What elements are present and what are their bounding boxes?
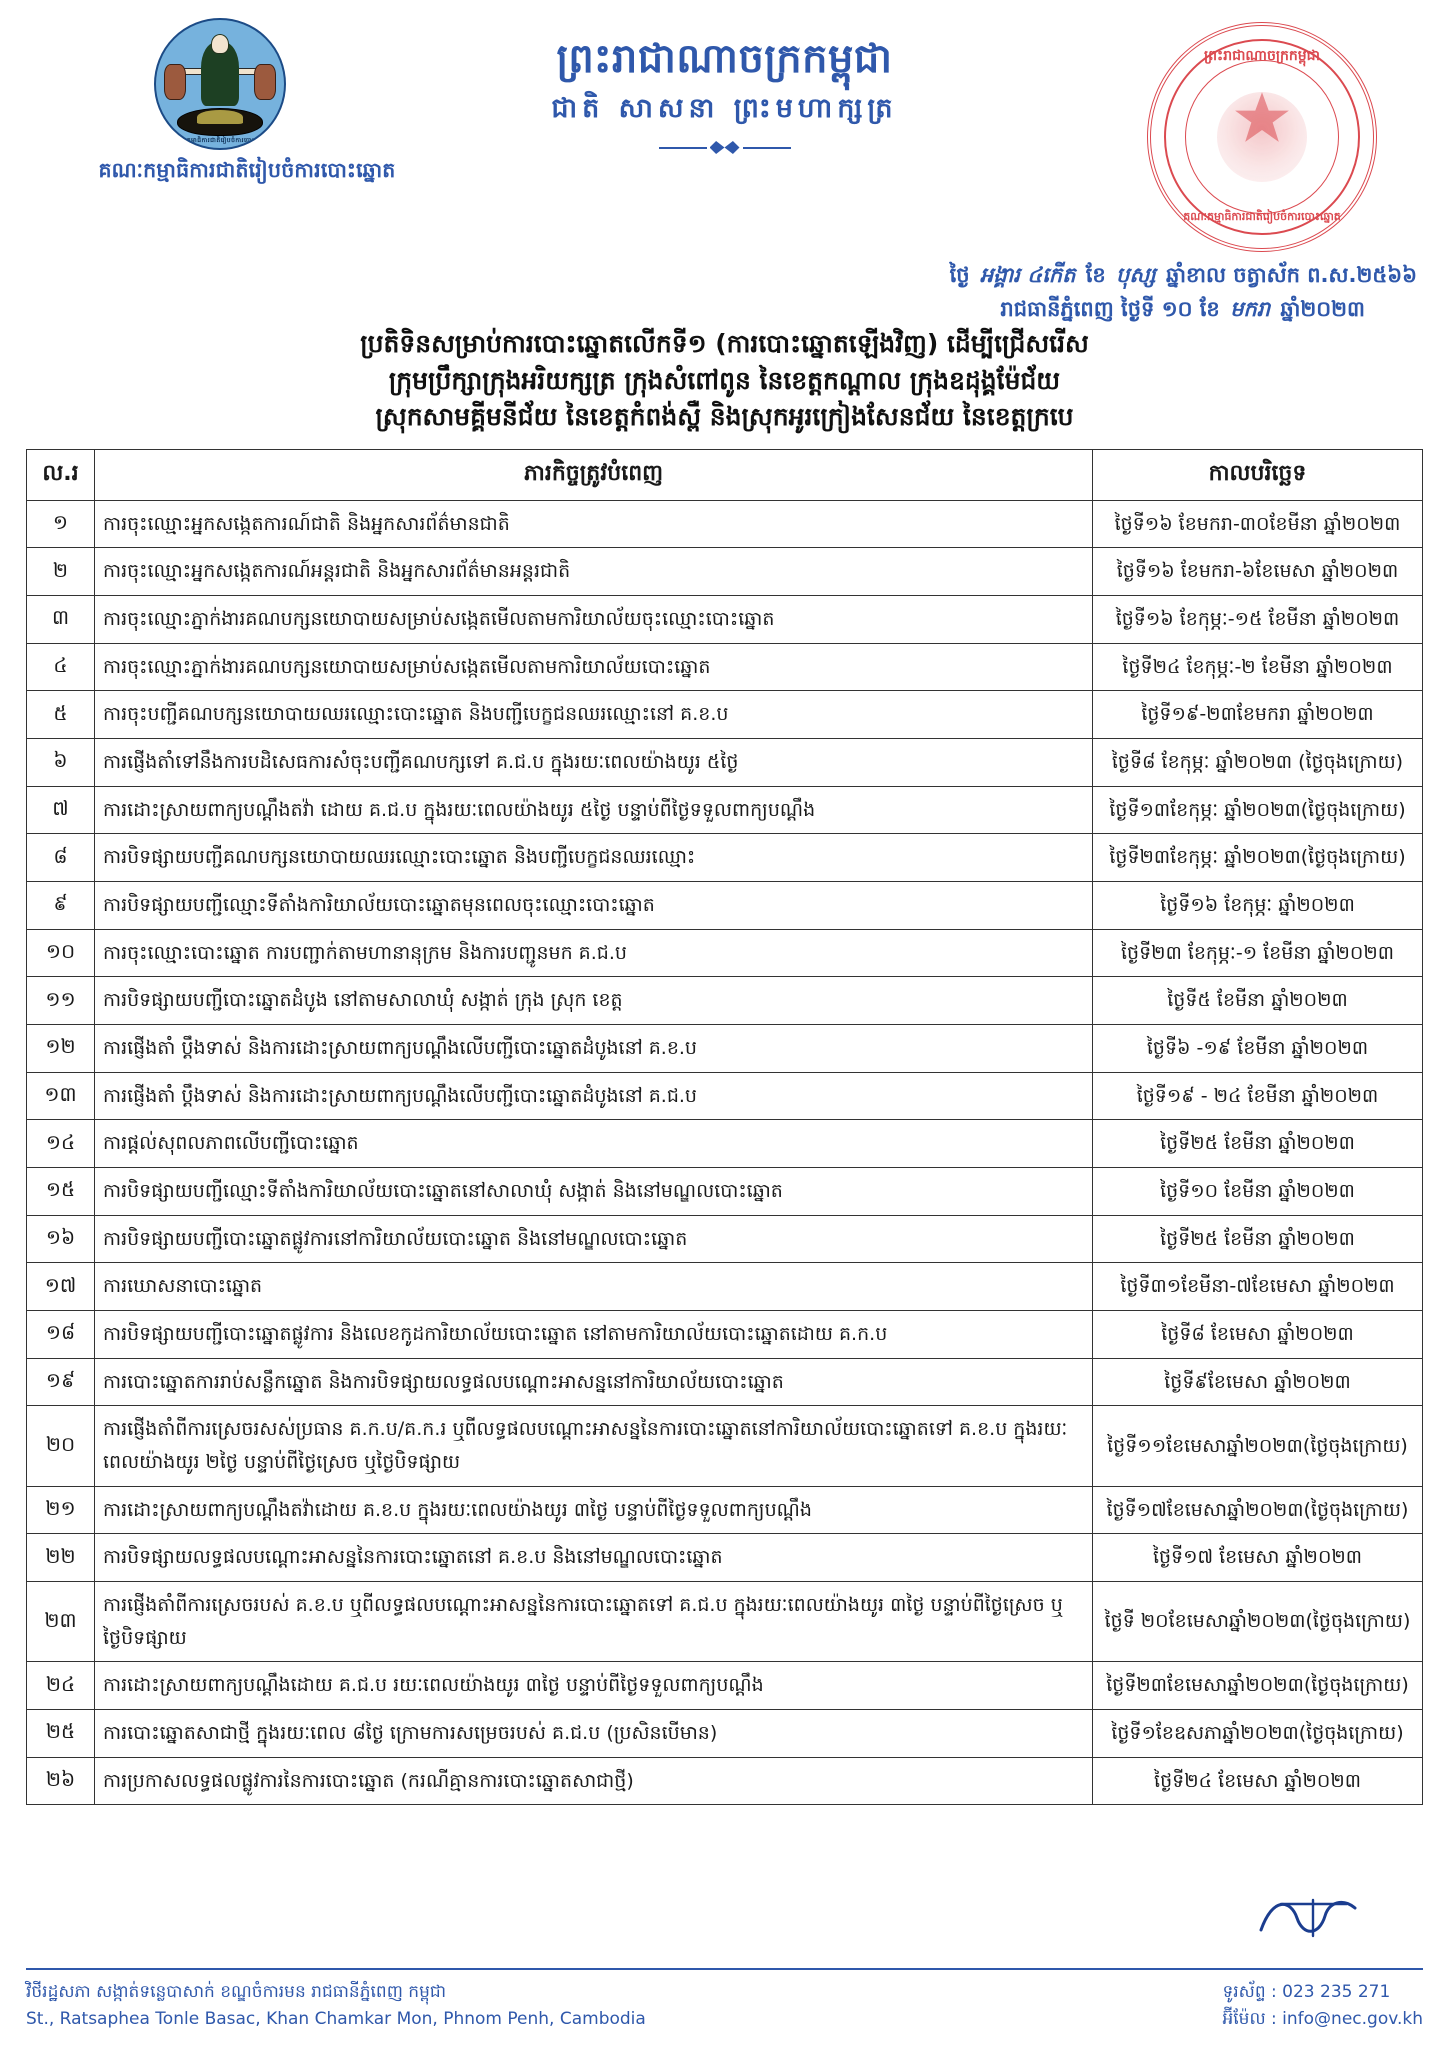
row-number: ១៣	[27, 1072, 95, 1120]
table-row	[27, 548, 1423, 596]
row-task: ការចុះបញ្ជីគណបក្សនយោបាយឈរឈ្មោះបោះឆ្នោត និងបញ្ជីបេក្ខជនឈរឈ្មោះនៅ គ.ខ.ប	[95, 691, 1093, 739]
table-row	[27, 1757, 1423, 1805]
document-title-line-1: ប្រតិទិនសម្រាប់ការបោះឆ្នោតលើកទី១ (ការបោះឆ្នោតឡើងវិញ) ដើម្បីជ្រើសរើស	[360, 329, 1089, 358]
document-footer	[26, 1968, 1423, 2034]
seal-bottom-label: គណៈកម្មាធិការជាតិរៀបចំការបោះឆ្នោត	[1183, 210, 1341, 223]
table-row	[27, 1581, 1423, 1661]
footer-contact	[1222, 1979, 1423, 2034]
row-date: ថ្ងៃទី១៦ ខែកុម្ភៈ-១៥ ខែមីនា ឆ្នាំ២០២៣	[1093, 595, 1423, 643]
emblem-ring-label: គណៈកម្មាធិការជាតិរៀបចំការបោះឆ្នោត	[172, 137, 268, 144]
row-number: ២៤	[27, 1662, 95, 1710]
row-number: ១១	[27, 977, 95, 1025]
row-task: ការបោះឆ្នោតការរាប់សន្លឹកឆ្នោត និងការបិទផ្សាយលទ្ធផលបណ្ដោះអាសន្ននៅការិយាល័យបោះឆ្នោត	[95, 1358, 1093, 1406]
row-date: ថ្ងៃទី១៧ខែមេសាឆ្នាំ២០២៣(ថ្ងៃចុងក្រោយ)	[1093, 1486, 1423, 1534]
date-month-label: ខែ	[1199, 297, 1220, 322]
document-title-line-3: ស្រុកសាមគ្គីមនីជ័យ នៃខេត្តកំពង់ស្ពឺ និងស្រុកអូរក្រៀងសែនជ័យ នៃខេត្តក្របេ	[375, 402, 1074, 431]
row-date: ថ្ងៃទី២៤ ខែមេសា ឆ្នាំ២០២៣	[1093, 1757, 1423, 1805]
table-row	[27, 881, 1423, 929]
table-row	[27, 738, 1423, 786]
table-row	[27, 1358, 1423, 1406]
khmer-lunar-date-line	[537, 258, 1417, 292]
table-row	[27, 1486, 1423, 1534]
date-handwritten-month-2: មករា	[1230, 297, 1271, 322]
signature-mark	[1251, 1890, 1371, 1944]
table-row	[27, 643, 1423, 691]
row-task: ការចុះឈ្មោះភ្នាក់ងារគណបក្សនយោបាយសម្រាប់សង្កេតមើលតាមការិយាល័យបោះឆ្នោត	[95, 643, 1093, 691]
date-month-prefix: ខែ	[1085, 263, 1106, 287]
table-row	[27, 1120, 1423, 1168]
footer-email: អ៊ីម៉ែល : info@nec.gov.kh	[1222, 2009, 1423, 2030]
row-date: ថ្ងៃទី២៣ ខែកុម្ភៈ-១ ខែមីនា ឆ្នាំ២០២៣	[1093, 929, 1423, 977]
row-date: ថ្ងៃទី១០ ខែមីនា ឆ្នាំ២០២៣	[1093, 1167, 1423, 1215]
row-task: ការដោះស្រាយពាក្យបណ្ដឹងតវ៉ា ដោយ គ.ជ.ប ក្នុងរយៈពេលយ៉ាងយូរ ៥ថ្ងៃ បន្ទាប់ពីថ្ងៃទទួលពាក្យបណ្ដឹង	[95, 786, 1093, 834]
row-date: ថ្ងៃទី៨ ខែកុម្ភៈ ឆ្នាំ២០២៣ (ថ្ងៃចុងក្រោយ)	[1093, 738, 1423, 786]
footer-address-khmer: វិថីរដ្ឋសភា សង្កាត់ទន្លេបាសាក់ ខណ្ឌចំការមន រាជធានីភ្នំពេញ កម្ពុជា	[26, 1981, 447, 2002]
table-row	[27, 1662, 1423, 1710]
row-task: ការចុះឈ្មោះអ្នកសង្កេតការណ៍ជាតិ និងអ្នកសារព័ត៌មានជាតិ	[95, 500, 1093, 548]
table-row	[27, 595, 1423, 643]
document-title	[26, 326, 1423, 436]
row-task: ការចុះឈ្មោះបោះឆ្នោត ការបញ្ជាក់តាមហានានុក្រម និងការបញ្ជូនមក គ.ជ.ប	[95, 929, 1093, 977]
row-task: ការផ្ញើងតាំ ប្ដឹងទាស់ និងការដោះស្រាយពាក្យបណ្ដឹងលើបញ្ជីបោះឆ្នោតដំបូងនៅ គ.ជ.ប	[95, 1072, 1093, 1120]
row-date: ថ្ងៃទី១ខែឧសភាឆ្នាំ២០២៣(ថ្ងៃចុងក្រោយ)	[1093, 1709, 1423, 1757]
row-date: ថ្ងៃទី ២០ខែមេសាឆ្នាំ២០២៣(ថ្ងៃចុងក្រោយ)	[1093, 1581, 1423, 1661]
table-row	[27, 1534, 1423, 1582]
row-task: ការបិទផ្សាយលទ្ធផលបណ្ដោះអាសន្ននៃការបោះឆ្នោតនៅ គ.ខ.ប និងនៅមណ្ឌលបោះឆ្នោត	[95, 1534, 1093, 1582]
row-number: ៧	[27, 786, 95, 834]
row-task: ការបិទផ្សាយបញ្ជីបោះឆ្នោតផ្លូវការនៅការិយាល័យបោះឆ្នោត និងនៅមណ្ឌលបោះឆ្នោត	[95, 1215, 1093, 1263]
row-task: ការផ្ដល់សុពលភាពលើបញ្ជីបោះឆ្នោត	[95, 1120, 1093, 1168]
footer-address-english: St., Ratsaphea Tonle Basac, Khan Chamkar Mon, Phnom Penh, Cambodia	[26, 2009, 646, 2030]
row-task: ការផ្ញើងតាំ ប្ដឹងទាស់ និងការដោះស្រាយពាក្យបណ្ដឹងលើបញ្ជីបោះឆ្នោតដំបូងនៅ គ.ខ.ប	[95, 1024, 1093, 1072]
row-task: ការចុះឈ្មោះអ្នកសង្កេតការណ៍អន្តរជាតិ និងអ្នកសារព័ត៌មានអន្តរជាតិ	[95, 548, 1093, 596]
table-row	[27, 977, 1423, 1025]
row-date: ថ្ងៃទី៥ ខែមីនា ឆ្នាំ២០២៣	[1093, 977, 1423, 1025]
row-date: ថ្ងៃទី១៦ ខែមករា-៦ខែមេសា ឆ្នាំ២០២៣	[1093, 548, 1423, 596]
table-row	[27, 1310, 1423, 1358]
kingdom-title: ព្រះរាជាណាចក្រកម្ពុជា	[556, 36, 893, 82]
column-header-task: ភារកិច្ចត្រូវបំពេញ	[95, 449, 1093, 500]
column-header-no: ល.រ	[27, 449, 95, 500]
row-number: ៥	[27, 691, 95, 739]
table-row	[27, 786, 1423, 834]
election-calendar-table	[26, 449, 1423, 1806]
official-seal-stamp	[1147, 22, 1377, 252]
row-number: ២៣	[27, 1581, 95, 1661]
row-date: ថ្ងៃទី២៣ខែកុម្ភៈ ឆ្នាំ២០២៣(ថ្ងៃចុងក្រោយ)	[1093, 834, 1423, 882]
row-date: ថ្ងៃទី៦ -១៩ ខែមីនា ឆ្នាំ២០២៣	[1093, 1024, 1423, 1072]
table-row	[27, 1709, 1423, 1757]
date-year: ឆ្នាំ២០២៣	[1280, 297, 1365, 322]
seal-top-label: ព្រះរាជាណាចក្រកម្ពុជា	[1203, 48, 1320, 64]
gregorian-date-line	[537, 292, 1417, 326]
date-handwritten-day: អង្គារ ៤កើត	[979, 263, 1076, 287]
row-task: ការឃោសនាបោះឆ្នោត	[95, 1263, 1093, 1311]
row-number: ៣	[27, 595, 95, 643]
column-header-date: កាលបរិច្ឆេទ	[1093, 449, 1423, 500]
row-task: ការបិទផ្សាយបញ្ជីបោះឆ្នោតផ្លូវការ និងលេខកូដការិយាល័យបោះឆ្នោត នៅតាមការិយាល័យបោះឆ្នោតដោយ គ.ក.ប	[95, 1310, 1093, 1358]
row-task: ការចុះឈ្មោះភ្នាក់ងារគណបក្សនយោបាយសម្រាប់សង្កេតមើលតាមការិយាល័យចុះឈ្មោះបោះឆ្នោត	[95, 595, 1093, 643]
row-date: ថ្ងៃទី២៣ខែមេសាឆ្នាំ២០២៣(ថ្ងៃចុងក្រោយ)	[1093, 1662, 1423, 1710]
row-number: ៤	[27, 643, 95, 691]
row-number: ១០	[27, 929, 95, 977]
row-date: ថ្ងៃទី២៥ ខែមីនា ឆ្នាំ២០២៣	[1093, 1120, 1423, 1168]
table-row	[27, 1024, 1423, 1072]
row-number: ៨	[27, 834, 95, 882]
row-date: ថ្ងៃទី៩ខែមេសា ឆ្នាំ២០២៣	[1093, 1358, 1423, 1406]
table-row	[27, 834, 1423, 882]
row-number: ១២	[27, 1024, 95, 1072]
table-body	[27, 500, 1423, 1805]
table-row	[27, 1072, 1423, 1120]
ornament-divider-icon	[659, 141, 791, 155]
row-number: ១៤	[27, 1120, 95, 1168]
row-date: ថ្ងៃទី៨ ខែមេសា ឆ្នាំ២០២៣	[1093, 1310, 1423, 1358]
row-task: ការផ្ញើងតាំទៅនឹងការបដិសេធការសំចុះបញ្ជីគណបក្សទៅ គ.ជ.ប ក្នុងរយៈពេលយ៉ាងយូរ ៥ថ្ងៃ	[95, 738, 1093, 786]
row-date: ថ្ងៃទី១៦ ខែកុម្ភៈ ឆ្នាំ២០២៣	[1093, 881, 1423, 929]
row-number: ១៧	[27, 1263, 95, 1311]
table-row	[27, 929, 1423, 977]
date-day-number: ១០	[1161, 297, 1193, 322]
row-date: ថ្ងៃទី២៤ ខែកុម្ភៈ-២ ខែមីនា ឆ្នាំ២០២៣	[1093, 643, 1423, 691]
row-task: ការផ្ញើងតាំពីការស្រេចរសស់ប្រធាន គ.ក.ប/គ.ក.រ ឬពីលទ្ធផលបណ្ដោះអាសន្ននៃការបោះឆ្នោតនៅការិយាល័យបោះឆ្នោតទៅ គ.ខ.ប ក្នុងរយៈពេលយ៉ាងយូរ ២ថ្ងៃ បន្ទាប់ពីថ្ងៃស្រេច ឬថ្ងៃបិទផ្សាយ	[95, 1406, 1093, 1486]
row-number: ១៨	[27, 1310, 95, 1358]
table-row	[27, 1215, 1423, 1263]
row-number: ១	[27, 500, 95, 548]
row-task: ការបិទផ្សាយបញ្ជីបោះឆ្នោតដំបូង នៅតាមសាលាឃុំ សង្កាត់ ក្រុង ស្រុក ខេត្ត	[95, 977, 1093, 1025]
date-block	[537, 258, 1417, 326]
row-task: ការបោះឆ្នោតសាជាថ្មី ក្នុងរយៈពេល ៨ថ្ងៃ ក្រោមការសម្រេចរបស់ គ.ជ.ប (ប្រសិនបើមាន)	[95, 1709, 1093, 1757]
row-task: ការបិទផ្សាយបញ្ជីគណបក្សនយោបាយឈរឈ្មោះបោះឆ្នោត និងបញ្ជីបេក្ខជនឈរឈ្មោះ	[95, 834, 1093, 882]
row-task: ការប្រកាសលទ្ធផលផ្លូវការនៃការបោះឆ្នោត (ករណីគ្មានការបោះឆ្នោតសាជាថ្មី)	[95, 1757, 1093, 1805]
table-row	[27, 1406, 1423, 1486]
city-date-prefix: រាជធានីភ្នំពេញ ថ្ងៃទី	[1000, 297, 1155, 322]
table-header-row	[27, 449, 1423, 500]
row-task: ការផ្ញើងតាំពីការស្រេចរបស់ គ.ខ.ប ឬពីលទ្ធផលបណ្ដោះអាសន្ននៃការបោះឆ្នោតទៅ គ.ជ.ប ក្នុងរយៈពេលយ៉ាងយូរ ៣ថ្ងៃ បន្ទាប់ពីថ្ងៃស្រេច ឬថ្ងៃបិទផ្សាយ	[95, 1581, 1093, 1661]
document-title-line-2: ក្រុមប្រឹក្សាក្រុងអរិយក្សត្រ ក្រុងសំពៅពូន នៃខេត្តកណ្ដាល ក្រុងឧដុង្គម៉ែជ័យ	[388, 365, 1061, 395]
row-number: ២០	[27, 1406, 95, 1486]
row-date: ថ្ងៃទី១៩-២៣ខែមករា ឆ្នាំ២០២៣	[1093, 691, 1423, 739]
row-number: ១៩	[27, 1358, 95, 1406]
table-row	[27, 500, 1423, 548]
row-number: ២៦	[27, 1757, 95, 1805]
date-buddhist-year: ឆ្នាំខាល ចត្វាស័ក ព.ស.២៥៦៦	[1165, 263, 1417, 287]
row-number: ៩	[27, 881, 95, 929]
table-row	[27, 691, 1423, 739]
row-date: ថ្ងៃទី១៦ ខែមករា-៣០ខែមីនា ឆ្នាំ២០២៣	[1093, 500, 1423, 548]
footer-phone: ទូរស័ព្ទ : 023 235 271	[1222, 1981, 1391, 2002]
row-task: ការដោះស្រាយពាក្យបណ្ដឹងដោយ គ.ជ.ប រយៈពេលយ៉ាងយូរ ៣ថ្ងៃ បន្ទាប់ពីថ្ងៃទទួលពាក្យបណ្ដឹង	[95, 1662, 1093, 1710]
row-task: ការបិទផ្សាយបញ្ជីឈ្មោះទីតាំងការិយាល័យបោះឆ្នោតមុនពេលចុះឈ្មោះបោះឆ្នោត	[95, 881, 1093, 929]
row-date: ថ្ងៃទី៣១ខែមីនា-៧ខែមេសា ឆ្នាំ២០២៣	[1093, 1263, 1423, 1311]
row-task: ការបិទផ្សាយបញ្ជីឈ្មោះទីតាំងការិយាល័យបោះឆ្នោតនៅសាលាឃុំ សង្កាត់ និងនៅមណ្ឌលបោះឆ្នោត	[95, 1167, 1093, 1215]
row-number: ២៥	[27, 1709, 95, 1757]
row-date: ថ្ងៃទី១៣ខែកុម្ភៈ ឆ្នាំ២០២៣(ថ្ងៃចុងក្រោយ)	[1093, 786, 1423, 834]
row-date: ថ្ងៃទី១១ខែមេសាឆ្នាំ២០២៣(ថ្ងៃចុងក្រោយ)	[1093, 1406, 1423, 1486]
nec-institution-title: គណៈកម្មាធិការជាតិរៀបចំការបោះឆ្នោត	[98, 158, 396, 182]
row-number: ២២	[27, 1534, 95, 1582]
row-number: ២	[27, 548, 95, 596]
row-number: ៦	[27, 738, 95, 786]
document-header	[26, 0, 1423, 330]
row-date: ថ្ងៃទី១៩ - ២៤ ខែមីនា ឆ្នាំ២០២៣	[1093, 1072, 1423, 1120]
row-number: ១៥	[27, 1167, 95, 1215]
row-task: ការដោះស្រាយពាក្យបណ្ដឹងតវ៉ាដោយ គ.ខ.ប ក្នុងរយៈពេលយ៉ាងយូរ ៣ថ្ងៃ បន្ទាប់ពីថ្ងៃទទួលពាក្យបណ្ដឹង	[95, 1486, 1093, 1534]
row-date: ថ្ងៃទី១៧ ខែមេសា ឆ្នាំ២០២៣	[1093, 1534, 1423, 1582]
table-row	[27, 1263, 1423, 1311]
row-number: ២១	[27, 1486, 95, 1534]
kingdom-motto: ជាតិ សាសនា ព្រះមហាក្សត្រ	[551, 93, 898, 124]
date-handwritten-month: បុស្ស	[1116, 263, 1156, 287]
row-number: ១៦	[27, 1215, 95, 1263]
table-row	[27, 1167, 1423, 1215]
date-prefix: ថ្ងៃ	[949, 263, 970, 287]
row-date: ថ្ងៃទី២៥ ខែមីនា ឆ្នាំ២០២៣	[1093, 1215, 1423, 1263]
footer-address	[26, 1979, 646, 2034]
